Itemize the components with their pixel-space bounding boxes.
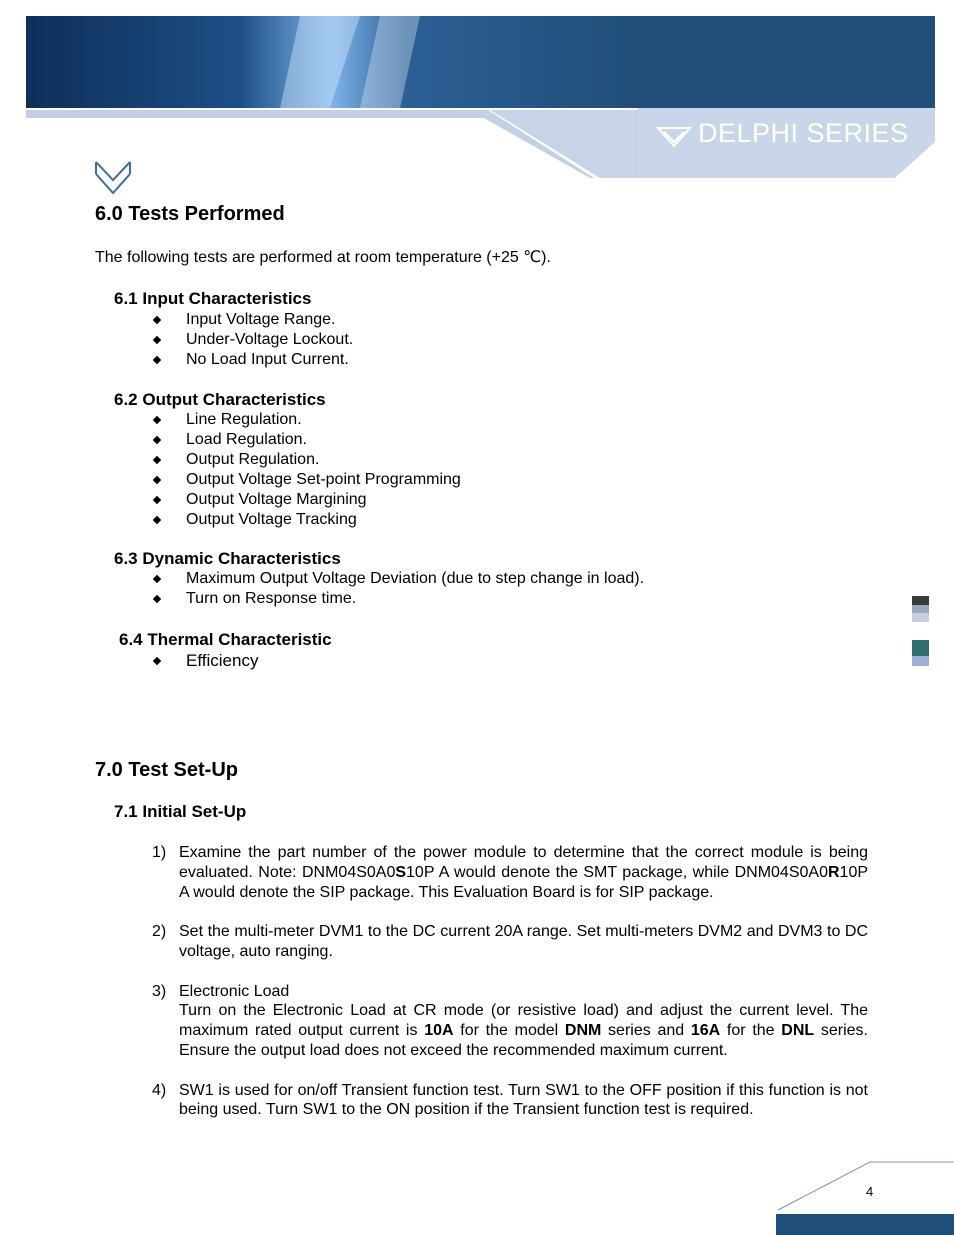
- list-item: Output Voltage Margining: [114, 490, 461, 510]
- bullet-diamond-icon: [153, 657, 161, 665]
- list-item: Output Voltage Tracking: [114, 510, 461, 530]
- setup-step-2: 2) Set the multi-meter DVM1 to the DC current 20A range. Set multi-meters DVM2 and DVM3 to DC voltage, auto ranging.: [152, 923, 868, 960]
- bullet-diamond-icon: [153, 516, 161, 524]
- setup-step-1: 1) Examine the part number of the power module to determine that the correct module is being evaluated. Note: DNM04S0A0S10P A would denote the SMT package, while DNM04S0A0R10P A would denote the SIP package. This Evaluation Board is for SIP package.: [152, 844, 869, 901]
- bullet-diamond-icon: [153, 575, 161, 583]
- bullet-diamond-icon: [153, 356, 161, 364]
- bullet-diamond-icon: [153, 496, 161, 504]
- side-mark-teal: [912, 640, 929, 656]
- side-mark-grey: [912, 605, 929, 613]
- list-item: Efficiency: [114, 651, 258, 671]
- subsection-6-1-title: 6.1 Input Characteristics: [114, 289, 312, 308]
- setup-steps: [152, 843, 868, 1140]
- bullet-diamond-icon: [153, 456, 161, 464]
- list-item: Output Regulation.: [114, 450, 461, 470]
- subsection-6-2-list: [114, 410, 461, 530]
- bullet-diamond-icon: [153, 595, 161, 603]
- list-item: Under-Voltage Lockout.: [114, 330, 353, 350]
- list-item: Input Voltage Range.: [114, 310, 353, 330]
- bullet-diamond-icon: [153, 416, 161, 424]
- subsection-6-4-title: 6.4 Thermal Characteristic: [119, 630, 332, 649]
- subsection-6-3-title: 6.3 Dynamic Characteristics: [114, 549, 341, 568]
- chevron-logo-icon: [94, 160, 132, 196]
- subsection-6-1-list: [114, 310, 353, 370]
- side-mark-dark: [912, 596, 929, 605]
- list-item: Line Regulation.: [114, 410, 461, 430]
- section-6-title: 6.0 Tests Performed: [95, 203, 285, 225]
- list-item: Turn on Response time.: [114, 589, 644, 609]
- page-number: 4: [866, 1184, 874, 1199]
- bullet-diamond-icon: [153, 476, 161, 484]
- list-item: No Load Input Current.: [114, 350, 353, 370]
- side-mark-blue: [912, 656, 929, 666]
- subsection-7-1-title: 7.1 Initial Set-Up: [114, 802, 247, 821]
- subsection-6-4-list: [114, 651, 258, 671]
- footer-graphic: [774, 1158, 954, 1235]
- bullet-diamond-icon: [153, 336, 161, 344]
- bullet-diamond-icon: [153, 316, 161, 324]
- list-item: Output Voltage Set-point Programming: [114, 470, 461, 490]
- section-6-intro: The following tests are performed at room temperature (+25 ℃).: [95, 249, 551, 266]
- subsection-6-2-title: 6.2 Output Characteristics: [114, 390, 326, 409]
- setup-step-4: 4) SW1 is used for on/off Transient function test. Turn SW1 to the OFF position if this function is not being used. Turn SW1 to the ON position if the Transient function test is required.: [152, 1081, 868, 1119]
- bullet-diamond-icon: [153, 436, 161, 444]
- list-item: Load Regulation.: [114, 430, 461, 450]
- subsection-6-3-list: [114, 569, 644, 609]
- section-7-title: 7.0 Test Set-Up: [95, 759, 238, 781]
- brand-name: DELPHI SERIES: [698, 118, 909, 148]
- side-mark-light: [912, 613, 929, 622]
- setup-step-3: 3) Electronic Load Turn on the Electronic Load at CR mode (or resistive load) and adjust the current level. The maximum rated output current is 10A for the model DNM series and 16A for the DNL series. Ensure the output load does not exceed the recommended maximum current.: [152, 982, 868, 1059]
- header-banner: [0, 0, 954, 190]
- setup-step-3-heading: Electronic Load: [179, 982, 290, 1000]
- list-item: Maximum Output Voltage Deviation (due to step change in load).: [114, 569, 644, 589]
